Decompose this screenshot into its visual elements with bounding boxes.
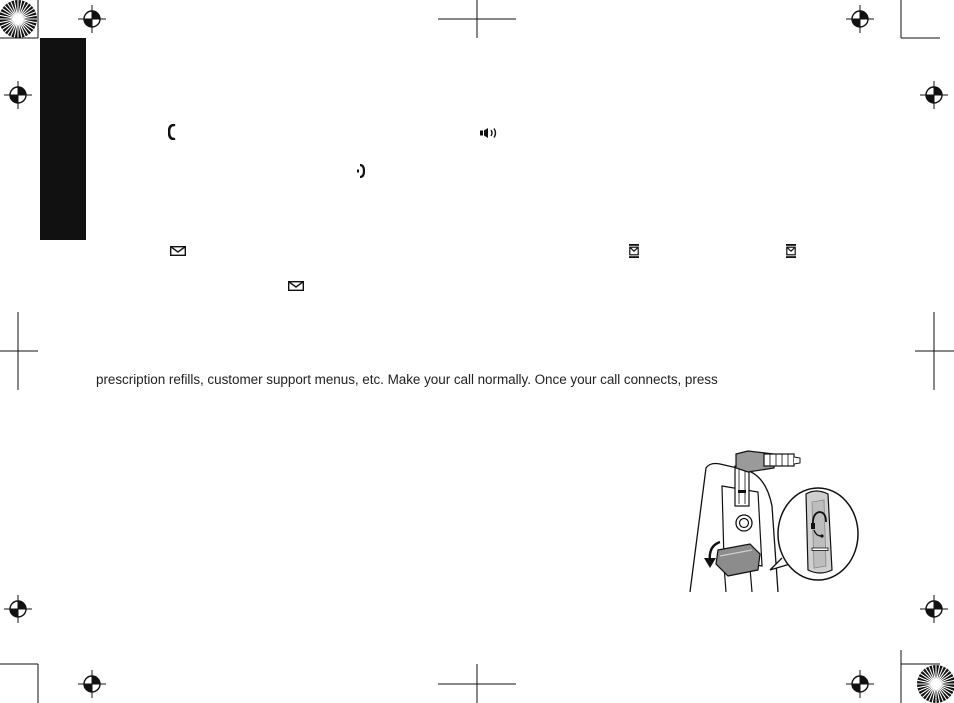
instruction-text-line: prescription refills, customer support menus, etc. Make your call normally. Once your call connects, press — [96, 372, 718, 387]
message-envelope-icon — [170, 246, 186, 256]
headset-jack-illustration — [686, 446, 862, 592]
message-indicator-icon — [629, 244, 639, 258]
speaker-icon — [480, 127, 502, 139]
message-envelope-icon — [288, 281, 304, 291]
end-call-icon — [357, 163, 365, 179]
talk-icon — [168, 124, 176, 140]
message-indicator-icon — [786, 244, 796, 258]
